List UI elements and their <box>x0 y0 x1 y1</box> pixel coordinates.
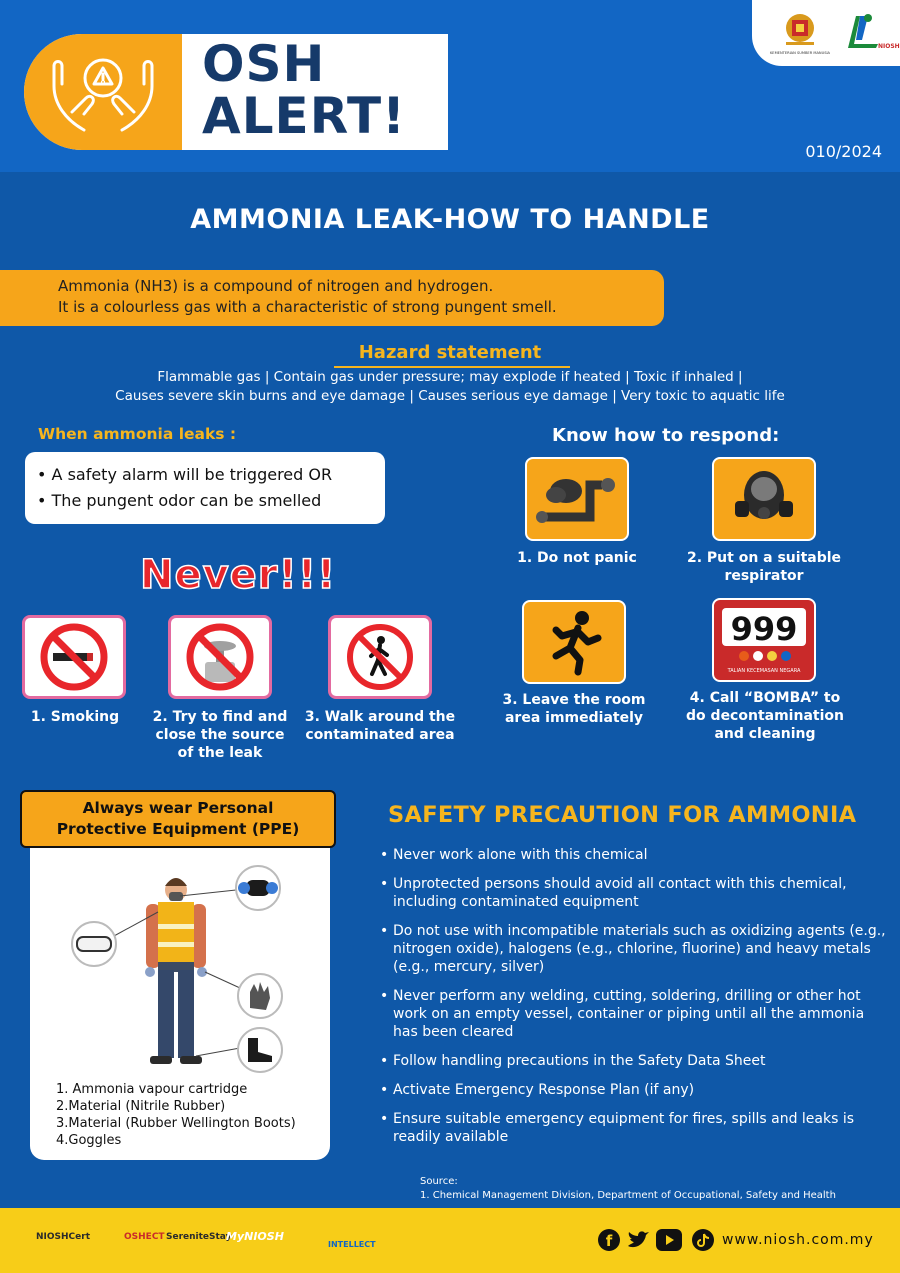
footer-logo-serenitestay[interactable]: SereniteStay <box>166 1232 232 1242</box>
no-smoking-card <box>22 615 126 699</box>
ppe-list <box>56 1081 326 1149</box>
cartridge-icon <box>236 866 280 910</box>
respond-card-2 <box>712 457 816 541</box>
leaking-pipe-icon <box>532 461 622 537</box>
worker-figure <box>145 878 207 1064</box>
never-title: Never!!! <box>140 552 337 598</box>
footer-logo-nioshcert[interactable]: NIOSHCert <box>36 1232 90 1242</box>
niosh-logo <box>848 14 900 50</box>
footer-logo-intellect[interactable]: INTELLECT <box>328 1240 376 1249</box>
never-label-1: 1. Smoking <box>30 709 120 725</box>
issue-number: 010/2024 <box>805 142 882 161</box>
respond-card-3 <box>522 600 626 684</box>
source-label: Source: <box>420 1176 458 1187</box>
crest-caption: KEMENTERIAN SUMBER MANUSIA <box>769 51 831 55</box>
alert-icon-panel <box>24 34 182 150</box>
when-leaks-box <box>25 452 385 524</box>
no-valve-icon <box>185 622 255 692</box>
safety-list <box>378 846 888 1157</box>
alert-title: OSH ALERT! <box>202 35 406 145</box>
source-note <box>420 1175 890 1203</box>
website-link[interactable]: www.niosh.com.my <box>722 1232 874 1248</box>
list-item: 1. Ammonia vapour cartridge <box>56 1082 248 1097</box>
svg-text:TALIAN KECEMASAN NEGARA: TALIAN KECEMASAN NEGARA <box>727 668 801 674</box>
facebook-icon[interactable] <box>598 1229 620 1251</box>
list-item: 3.Material (Rubber Wellington Boots) <box>56 1116 296 1131</box>
never-label-2: 2. Try to find and close the source of the leak <box>152 709 288 761</box>
ppe-worker-illustration <box>30 848 330 1088</box>
list-item: • Ensure suitable emergency equipment for fires, spills and leaks is readily available <box>378 1110 888 1146</box>
list-item: • Follow handling precautions in the Safety Data Sheet <box>378 1052 888 1070</box>
main-title: AMMONIA LEAK-HOW TO HANDLE <box>190 204 710 235</box>
ppe-title-tab <box>20 790 336 848</box>
list-item: 4.Goggles <box>56 1133 122 1148</box>
svg-text:f: f <box>605 1232 613 1250</box>
goggles-icon <box>72 922 116 966</box>
twitter-icon[interactable] <box>626 1229 648 1251</box>
gloves-icon <box>238 974 282 1018</box>
youtube-icon[interactable] <box>656 1229 682 1251</box>
list-item: • Never work alone with this chemical <box>378 846 888 864</box>
list-item: • Do not use with incompatible materials such as oxidizing agents (e.g., nitrogen oxide), halogens (e.g., chlorine, fluorine) and heavy metals (e.g., mercury, silver) <box>378 922 888 976</box>
hazard-statement <box>40 368 860 406</box>
list-item: • A safety alarm will be triggered OR <box>37 465 333 484</box>
intro-line-1: Ammonia (NH3) is a compound of nitrogen and hydrogen. <box>58 277 494 295</box>
source-line: 1. Chemical Management Division, Department of Occupational, Safety and Health <box>420 1190 836 1201</box>
footer-logo-oshect[interactable]: OSHECT <box>124 1232 165 1242</box>
list-item: 2.Material (Nitrile Rubber) <box>56 1099 226 1114</box>
hazard-line-1: Flammable gas | Contain gas under pressure; may explode if heated | Toxic if inhaled | <box>157 369 743 385</box>
safety-title: SAFETY PRECAUTION FOR AMMONIA <box>388 802 857 828</box>
respond-label-4: 4. Call “BOMBA” to do decontamination and cleaning <box>686 690 844 742</box>
svg-text:999: 999 <box>730 610 798 648</box>
respond-label-2: 2. Put on a suitable respirator <box>686 550 842 584</box>
ppe-title-line-2: Protective Equipment (PPE) <box>56 820 300 838</box>
respond-label-3: 3. Leave the room area immediately <box>502 692 646 726</box>
list-item: • Unprotected persons should avoid all contact with this chemical, including contaminated equipment <box>378 875 888 911</box>
when-leaks-title: When ammonia leaks : <box>38 425 237 443</box>
respirator-icon <box>719 461 809 537</box>
never-label-3: 3. Walk around the contaminated area <box>304 709 456 743</box>
logo-panel <box>752 0 900 66</box>
no-valve-card <box>168 615 272 699</box>
list-item: • Activate Emergency Response Plan (if any) <box>378 1081 888 1099</box>
intro-banner <box>0 270 664 326</box>
no-walking-icon <box>345 622 415 692</box>
footer-logo-myniosh[interactable]: MyNIOSH <box>226 1230 284 1243</box>
tiktok-icon[interactable] <box>692 1229 714 1251</box>
no-smoking-icon <box>39 622 109 692</box>
svg-text:NIOSH: NIOSH <box>878 43 900 50</box>
running-person-icon <box>534 604 614 680</box>
ppe-title-line-1: Always wear Personal <box>82 799 274 817</box>
list-item: • Never perform any welding, cutting, soldering, drilling or other hot work on an empty vessel, container or piping until all the ammonia has been cleared <box>378 987 888 1041</box>
boots-icon <box>238 1028 282 1072</box>
list-item: • The pungent odor can be smelled <box>37 491 322 510</box>
hazard-heading: Hazard statement <box>358 342 542 363</box>
government-crest-logo <box>752 0 900 66</box>
caring-hands-warning-icon <box>24 34 182 150</box>
intro-line-2: It is a colourless gas with a characteristic of strong pungent smell. <box>58 298 557 316</box>
respond-title: Know how to respond: <box>552 425 780 446</box>
emergency-999-icon <box>716 600 812 680</box>
respond-card-4 <box>712 598 816 682</box>
respond-card-1 <box>525 457 629 541</box>
hazard-line-2: Causes severe skin burns and eye damage | Causes serious eye damage | Very toxic to aquatic life <box>115 388 785 404</box>
respond-label-1: 1. Do not panic <box>517 550 637 566</box>
no-walking-card <box>328 615 432 699</box>
